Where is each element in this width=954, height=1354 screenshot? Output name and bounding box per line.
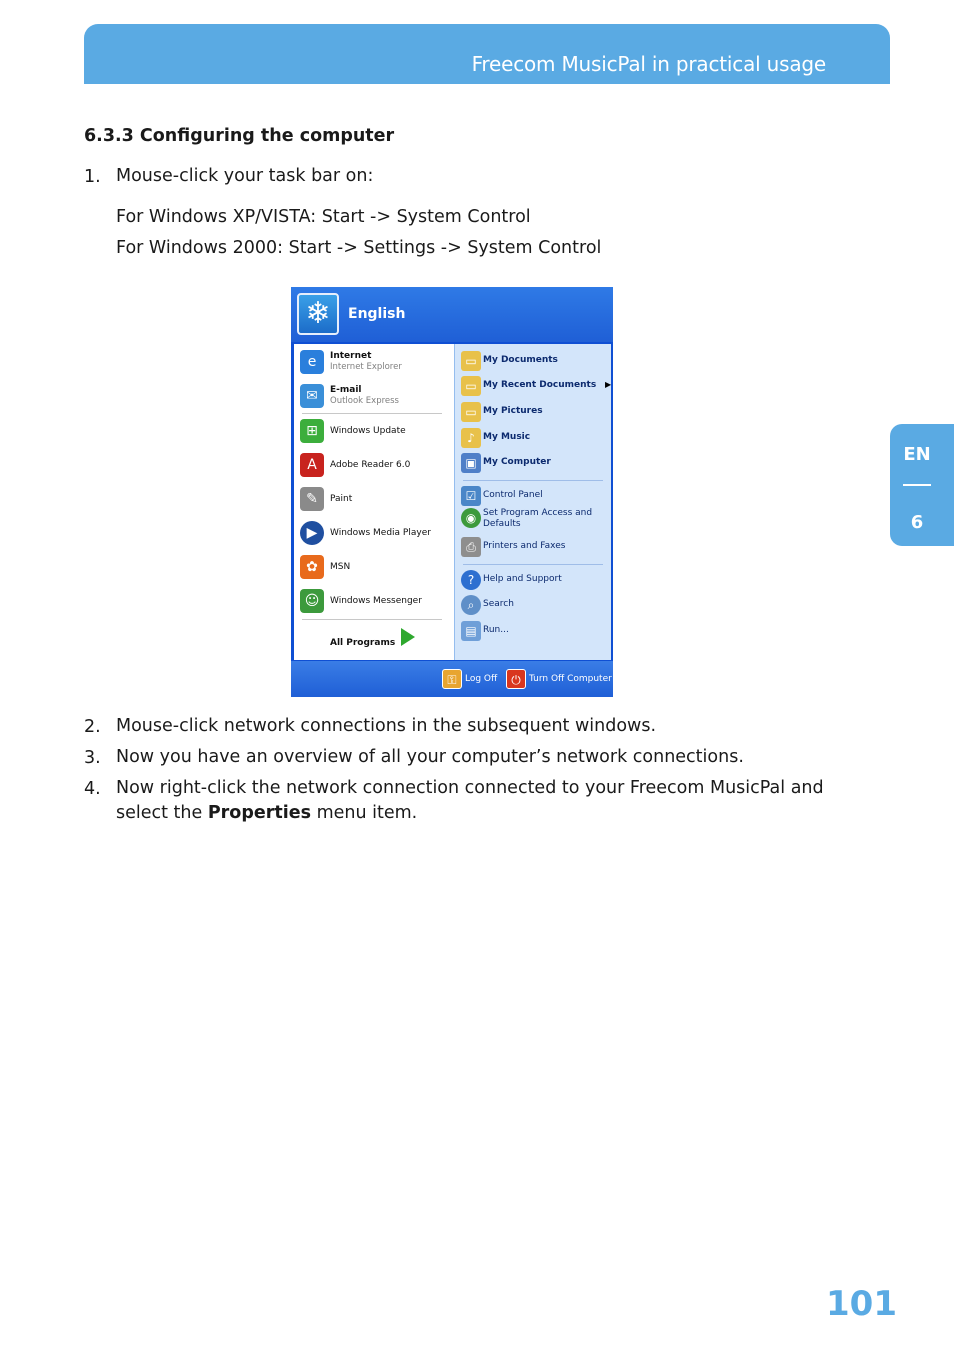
menu-item-sublabel: Outlook Express bbox=[330, 396, 399, 406]
help-icon: ? bbox=[461, 570, 481, 590]
menu-item-printers[interactable] bbox=[459, 535, 609, 559]
folder-icon: ▭ bbox=[461, 351, 481, 371]
step-number: 1. bbox=[84, 167, 101, 187]
menu-item-my-recent-documents[interactable] bbox=[459, 374, 612, 398]
menu-item-my-documents[interactable] bbox=[459, 349, 609, 373]
start-menu-programs bbox=[294, 344, 454, 660]
menu-item-program-access[interactable] bbox=[459, 506, 609, 534]
start-menu-places bbox=[454, 344, 611, 660]
menu-item-label: Windows Messenger bbox=[330, 596, 422, 606]
folder-icon: ▭ bbox=[461, 376, 481, 396]
menu-item-label: Defaults bbox=[483, 519, 521, 529]
msn-icon: ✿ bbox=[300, 555, 324, 579]
tab-divider bbox=[903, 484, 931, 486]
menu-item-label: My Computer bbox=[483, 457, 551, 467]
snowflake-icon: ❄ bbox=[297, 293, 339, 335]
menu-item-msn[interactable] bbox=[298, 552, 450, 582]
power-icon[interactable]: ⏻ bbox=[506, 669, 526, 689]
menu-item-label: Run... bbox=[483, 625, 509, 635]
start-menu-header bbox=[291, 287, 613, 342]
step-text: Mouse-click your task bar on: bbox=[116, 166, 374, 186]
menu-item-email[interactable] bbox=[298, 381, 450, 411]
control-panel-icon: ☑ bbox=[461, 486, 481, 506]
menu-item-my-computer[interactable] bbox=[459, 451, 609, 475]
run-icon: ▤ bbox=[461, 621, 481, 641]
submenu-arrow-icon: ▶ bbox=[605, 380, 612, 389]
menu-item-media-player[interactable] bbox=[298, 518, 450, 548]
menu-item-label: Set Program Access and bbox=[483, 508, 593, 518]
folder-icon: ▭ bbox=[461, 402, 481, 422]
computer-icon: ▣ bbox=[461, 453, 481, 473]
menu-item-windows-update[interactable] bbox=[298, 416, 450, 446]
menu-item-my-music[interactable] bbox=[459, 426, 609, 450]
step-text: Now right-click the network connection connected to your Freecom MusicPal and select the Properties menu item. bbox=[116, 778, 824, 823]
program-access-icon: ◉ bbox=[461, 508, 481, 528]
internet-explorer-icon: e bbox=[300, 350, 324, 374]
path-xp-vista: For Windows XP/VISTA: Start -> System Control bbox=[116, 207, 531, 227]
menu-item-label: Paint bbox=[330, 494, 353, 504]
search-icon: ⌕ bbox=[461, 595, 481, 615]
menu-item-messenger[interactable] bbox=[298, 586, 450, 616]
folder-icon: ♪ bbox=[461, 428, 481, 448]
log-off-button[interactable]: Log Off bbox=[465, 674, 498, 684]
outlook-express-icon: ✉ bbox=[300, 384, 324, 408]
key-icon[interactable]: ⚿ bbox=[442, 669, 462, 689]
language-label: EN bbox=[903, 444, 931, 465]
header-title: Freecom MusicPal in practical usage bbox=[471, 52, 826, 76]
menu-item-label: E-mail bbox=[330, 385, 362, 395]
menu-item-label: Windows Update bbox=[330, 426, 406, 436]
chapter-tab bbox=[890, 424, 954, 546]
menu-item-label: Control Panel bbox=[483, 490, 543, 500]
menu-item-label: Help and Support bbox=[483, 574, 562, 584]
adobe-reader-icon: A bbox=[300, 453, 324, 477]
page-header bbox=[84, 24, 890, 84]
menu-divider bbox=[463, 564, 603, 565]
menu-item-label: MSN bbox=[330, 562, 351, 572]
menu-item-run[interactable] bbox=[459, 619, 609, 643]
menu-divider bbox=[463, 480, 603, 481]
menu-item-label: Printers and Faxes bbox=[483, 541, 566, 551]
arrow-right-icon[interactable] bbox=[401, 628, 415, 646]
menu-item-label: My Recent Documents bbox=[483, 380, 597, 390]
printer-icon: ⎙ bbox=[461, 537, 481, 557]
step-number: 3. bbox=[84, 748, 101, 768]
menu-item-internet[interactable] bbox=[298, 347, 450, 377]
menu-item-help[interactable] bbox=[459, 568, 609, 592]
menu-item-sublabel: Internet Explorer bbox=[330, 362, 402, 372]
start-menu-footer bbox=[291, 661, 613, 697]
turn-off-button[interactable]: Turn Off Computer bbox=[529, 674, 612, 684]
all-programs-label[interactable]: All Programs bbox=[330, 638, 396, 648]
step-text: Mouse-click network connections in the subsequent windows. bbox=[116, 716, 657, 736]
menu-item-paint[interactable] bbox=[298, 484, 450, 514]
path-win2000: For Windows 2000: Start -> Settings -> System Control bbox=[116, 238, 602, 258]
menu-divider bbox=[302, 619, 442, 620]
paint-icon: ✎ bbox=[300, 487, 324, 511]
media-player-icon: ▶ bbox=[300, 521, 324, 545]
start-menu-screenshot bbox=[291, 287, 613, 697]
user-name: English bbox=[348, 306, 406, 322]
menu-item-label: Internet bbox=[330, 351, 372, 361]
menu-item-my-pictures[interactable] bbox=[459, 400, 609, 424]
step-number: 2. bbox=[84, 717, 101, 737]
messenger-icon: ☺ bbox=[300, 589, 324, 613]
menu-item-label: Adobe Reader 6.0 bbox=[330, 460, 411, 470]
menu-item-label: My Music bbox=[483, 432, 531, 442]
section-heading: 6.3.3 Configuring the computer bbox=[84, 126, 395, 146]
bold-term: Properties bbox=[207, 803, 311, 823]
menu-item-search[interactable] bbox=[459, 593, 609, 617]
menu-item-adobe-reader[interactable] bbox=[298, 450, 450, 480]
windows-update-icon: ⊞ bbox=[300, 419, 324, 443]
menu-item-label: Search bbox=[483, 599, 514, 609]
menu-divider bbox=[302, 413, 442, 414]
page-number: 101 bbox=[826, 1284, 897, 1324]
step-text: Now you have an overview of all your computer’s network connections. bbox=[116, 747, 744, 767]
menu-item-control-panel[interactable] bbox=[459, 484, 609, 508]
chapter-number: 6 bbox=[910, 512, 924, 533]
menu-item-label: Windows Media Player bbox=[330, 528, 431, 538]
menu-item-label: My Pictures bbox=[483, 406, 543, 416]
step-number: 4. bbox=[84, 779, 101, 799]
menu-item-label: My Documents bbox=[483, 355, 558, 365]
